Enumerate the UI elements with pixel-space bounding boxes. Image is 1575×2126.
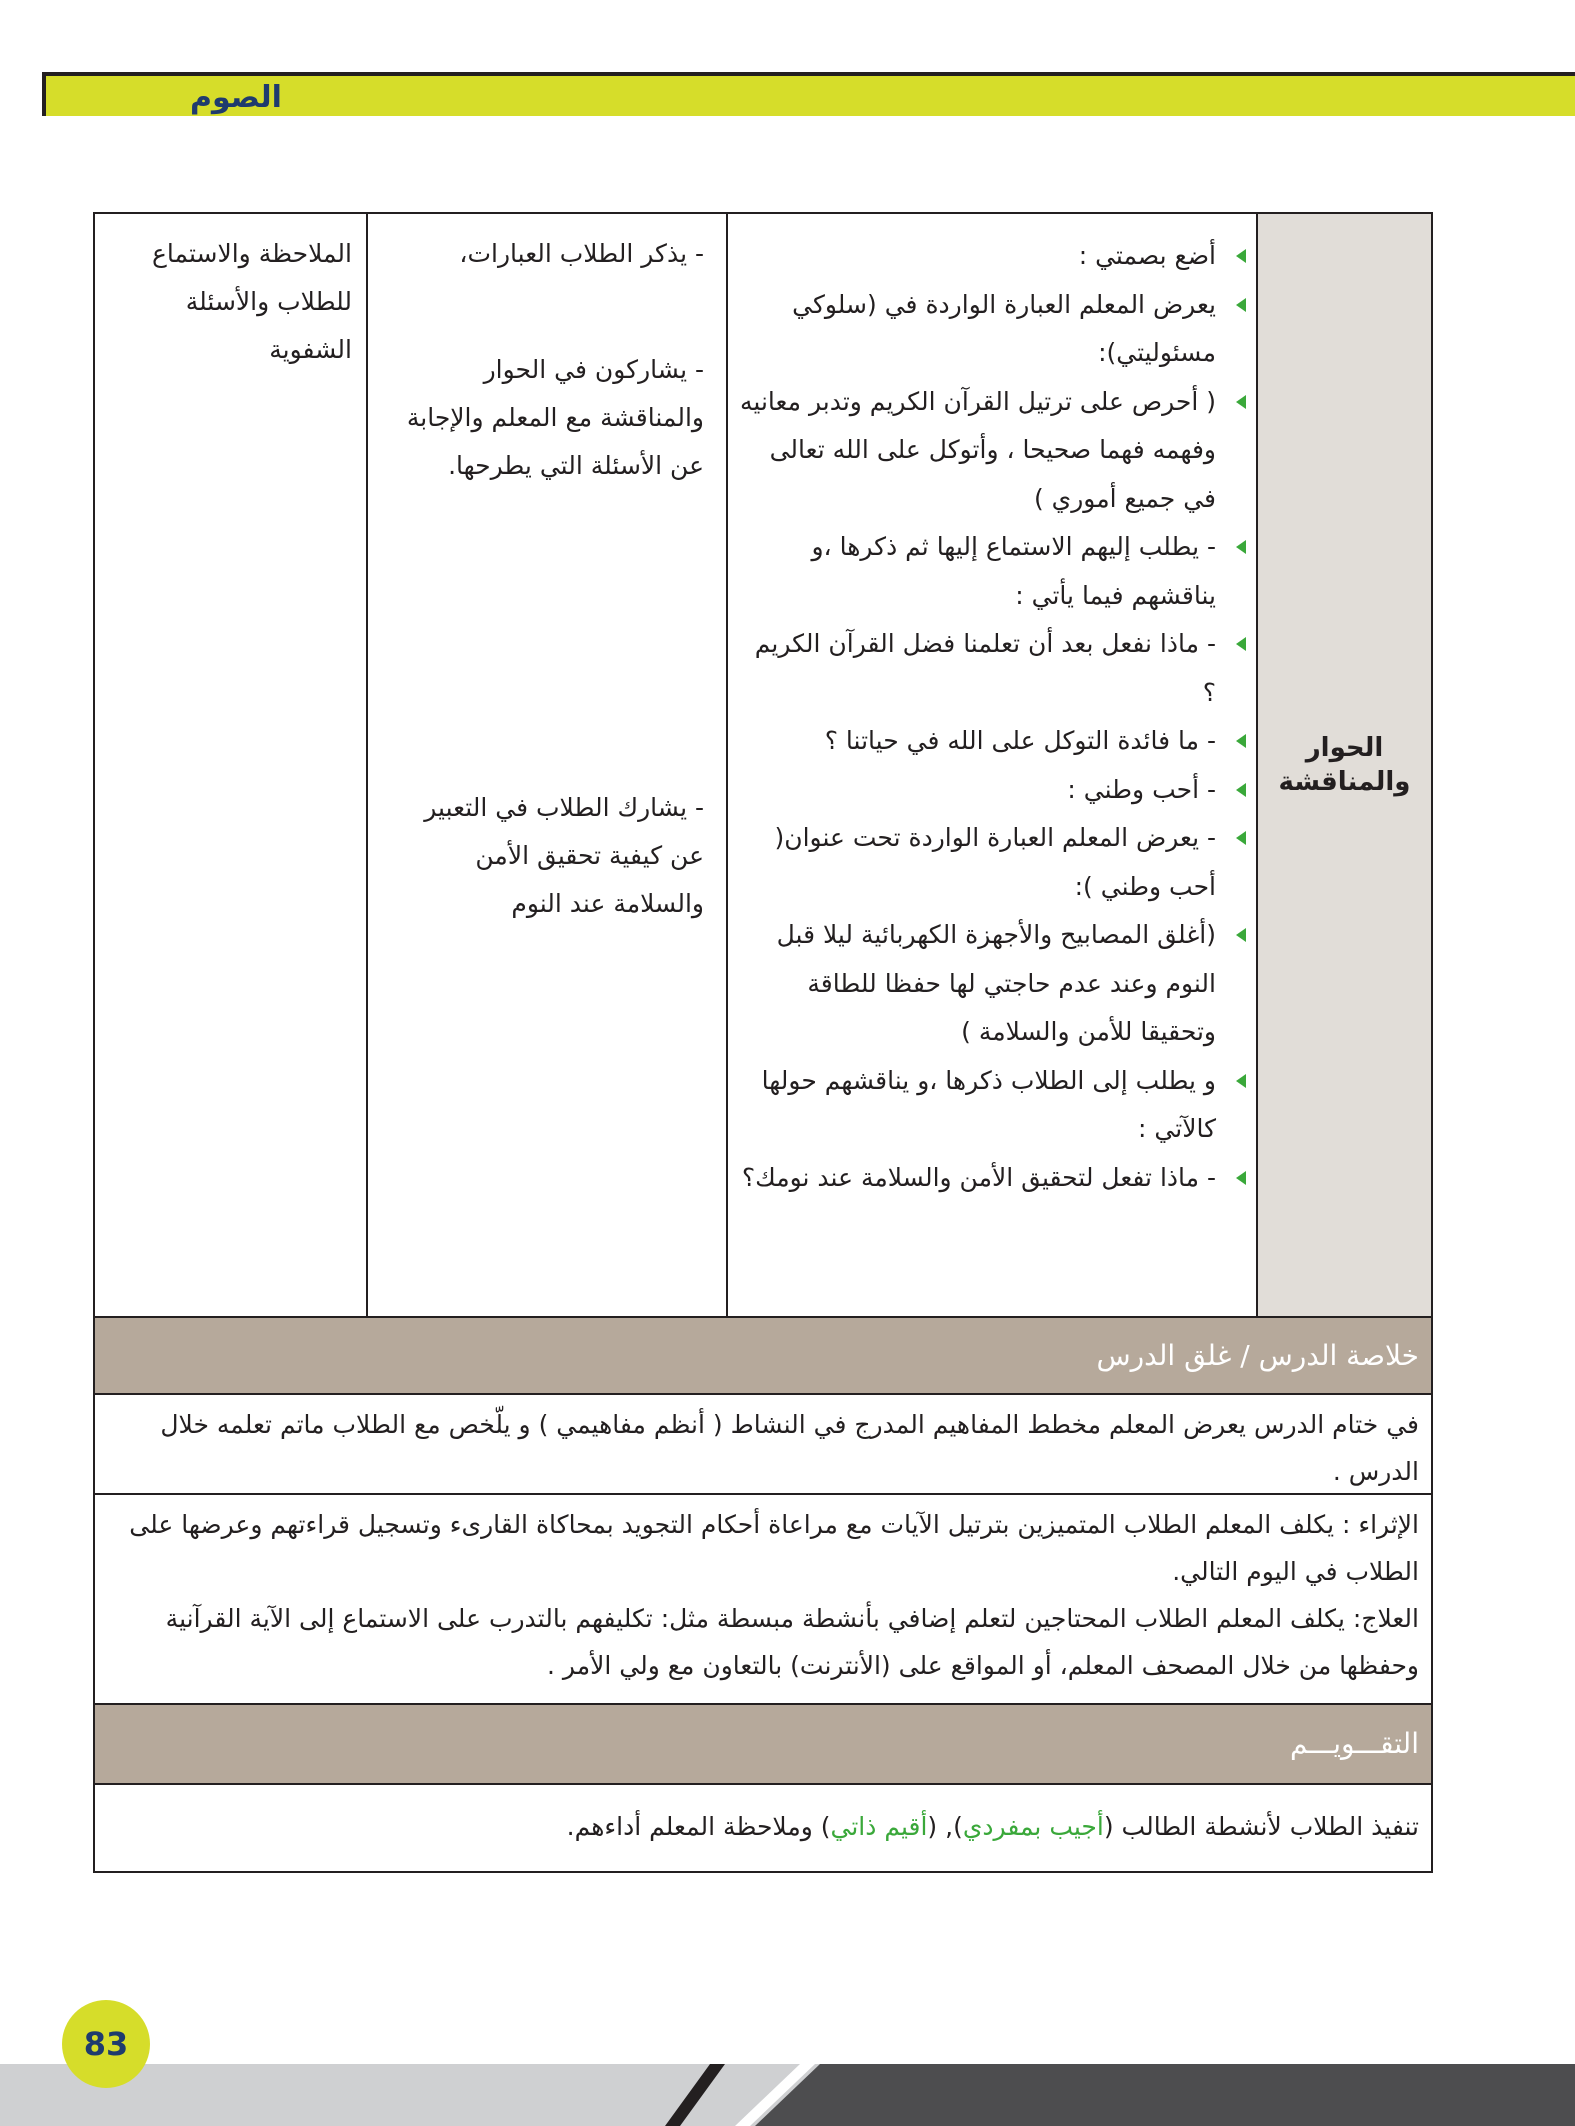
assessment-text — [105, 1785, 1419, 1869]
assessment-post: ) وملاحظة المعلم أداءهم. — [566, 1812, 831, 1841]
footer-decoration — [660, 2064, 1575, 2126]
evaluation-text: الملاحظة والاستماع للطلاب والأسئلة الشفوية — [152, 239, 352, 364]
summary-title: خلاصة الدرس / غلق الدرس — [1096, 1339, 1419, 1372]
students-column — [366, 214, 726, 1316]
assessment-header — [93, 1705, 1433, 1785]
activity-column — [726, 214, 1256, 1316]
activity-item: - يعرض المعلم العبارة الواردة تحت عنوان( أحب وطني ): — [738, 814, 1216, 911]
activity-item: - أحب وطني : — [738, 766, 1216, 815]
assessment-activity-link: أجيب بمفردي — [962, 1812, 1104, 1841]
summary-text: في ختام الدرس يعرض المعلم مخطط المفاهيم المدرج في النشاط ( أنظم مفاهيمي ) و يلّخص مع الطلاب ماتم تعلمه خلال الدرس . — [160, 1410, 1419, 1486]
remedy-text: العلاج: يكلف المعلم الطلاب المحتاجين لتعلم إضافي بأنشطة مبسطة مثل: تكليفهم بالتدرب على الاستماع إلى الآية القرآنية وحفظها من خلال المصحف المعلم، أو المواقع على (الأنترنت) بالتعاون مع ولي الأمر . — [165, 1604, 1419, 1680]
row-label: الحوار والمناقشة — [1278, 733, 1411, 797]
assessment-pre: تنفيذ الطلاب لأنشطة الطالب ( — [1103, 1812, 1419, 1841]
activity-item: ( أحرص على ترتيل القرآن الكريم وتدبر معانيه وفهمه فهما صحيحا ، وأتوكل على الله تعالى في جميع أموري ) — [738, 378, 1216, 524]
activity-item: - يطلب إليهم الاستماع إليها ثم ذكرها ،و يناقشهم فيما يأتي : — [738, 523, 1216, 620]
assessment-box — [93, 1785, 1433, 1873]
student-activity: - يشارك الطلاب في التعبير عن كيفية تحقيق الأمن والسلامة عند النوم — [424, 793, 704, 918]
student-activity: - يذكر الطلاب العبارات، — [459, 239, 704, 268]
page-number: 83 — [62, 2000, 150, 2088]
activity-item: - ماذا تفعل لتحقيق الأمن والسلامة عند نومك؟ — [738, 1154, 1216, 1203]
enrichment-box — [93, 1495, 1433, 1705]
assessment-activity-link: أقيم ذاتي — [830, 1812, 928, 1841]
activity-item: (أغلق المصابيح والأجهزة الكهربائية ليلا قبل النوم وعند عدم حاجتي لها حفظا للطاقة وتحقيقا للأمن والسلامة ) — [738, 911, 1216, 1057]
activity-list — [738, 232, 1216, 1202]
activity-item: يعرض المعلم العبارة الواردة في (سلوكي مسئوليتي): — [738, 281, 1216, 378]
activity-item: - ماذا نفعل بعد أن تعلمنا فضل القرآن الكريم ؟ — [738, 620, 1216, 717]
assessment-title: التقـــويـــم — [1289, 1727, 1419, 1760]
evaluation-column — [95, 214, 366, 1316]
enrichment-text: الإثراء : يكلف المعلم الطلاب المتميزين بترتيل الآيات مع مراعاة أحكام التجويد بمحاكاة القارىء وتسجيل قراءتهم وعرضها على الطلاب في اليوم التالي. — [129, 1510, 1419, 1586]
lesson-table — [93, 212, 1433, 1318]
summary-header — [93, 1318, 1433, 1395]
page-title: الصوم — [190, 80, 282, 115]
assessment-mid: ), ( — [927, 1812, 963, 1841]
activity-item: و يطلب إلى الطلاب ذكرها ،و يناقشهم حولها كالآتي : — [738, 1057, 1216, 1154]
summary-box — [93, 1395, 1433, 1495]
activity-item: - ما فائدة التوكل على الله في حياتنا ؟ — [738, 717, 1216, 766]
student-activity: - يشاركون في الحوار والمناقشة مع المعلم والإجابة عن الأسئلة التي يطرحها. — [406, 355, 704, 480]
row-label-cell — [1256, 214, 1431, 1316]
activity-item: أضع بصمتي : — [738, 232, 1216, 281]
